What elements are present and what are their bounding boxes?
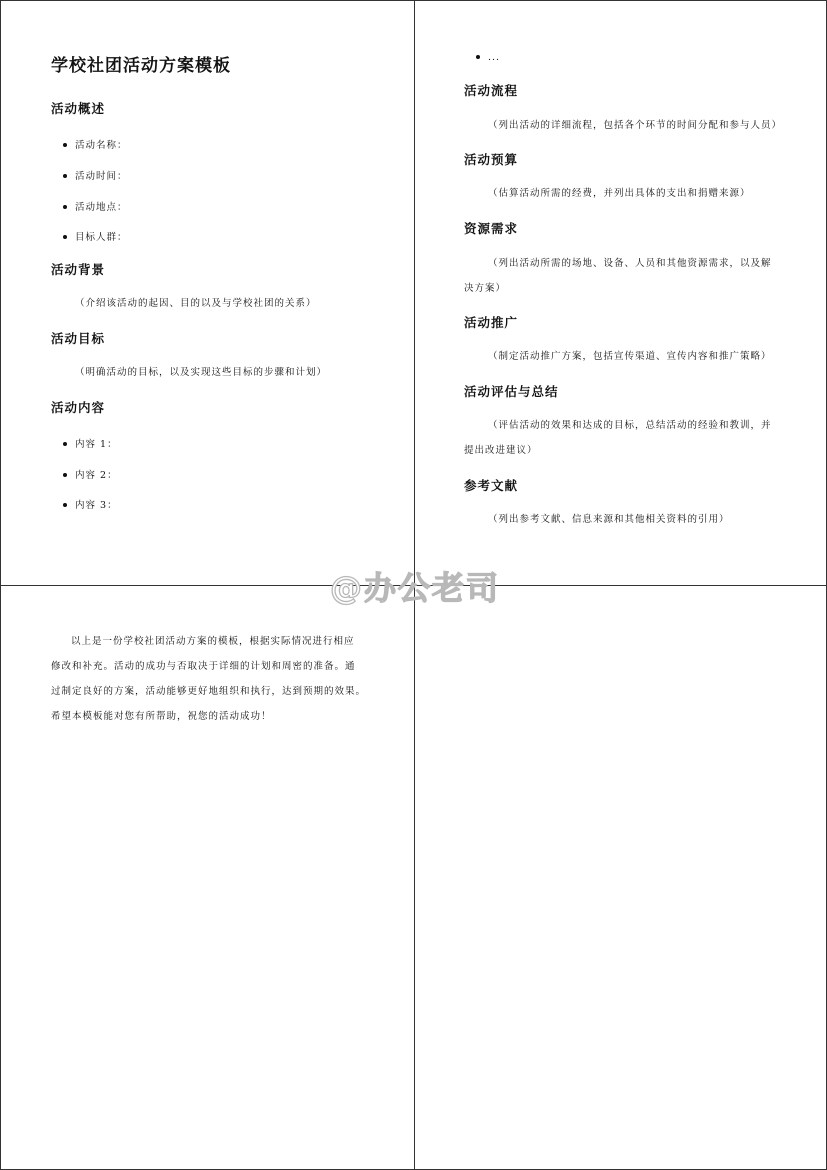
list-item: ...: [476, 52, 500, 63]
closing-line-4: 希望本模板能对您有所帮助，祝您的活动成功！: [51, 711, 272, 722]
goals-text: （明确活动的目标，以及实现这些目标的步骤和计划）: [75, 367, 328, 378]
resources-text-line1: （列出活动所需的场地、设备、人员和其他资源需求，以及解: [488, 258, 772, 269]
document-title: 学校社团活动方案模板: [51, 56, 231, 76]
bullet-dot-icon: [63, 235, 67, 239]
background-text: （介绍该活动的起因、目的以及与学校社团的关系）: [75, 298, 317, 309]
heading-background: 活动背景: [51, 262, 106, 277]
list-item: 活动名称：: [63, 137, 128, 151]
heading-promotion: 活动推广: [464, 315, 519, 330]
closing-line-3: 过制定良好的方案，活动能够更好地组织和执行，达到预期的效果。: [51, 686, 367, 697]
heading-content: 活动内容: [51, 400, 106, 415]
heading-goals: 活动目标: [51, 331, 106, 346]
heading-budget: 活动预算: [464, 152, 519, 167]
list-item: 活动地点：: [63, 199, 128, 213]
evaluation-text-line1: （评估活动的效果和达成的目标，总结活动的经验和教训，并: [488, 420, 772, 431]
bullet-dot-icon: [63, 442, 67, 446]
closing-line-1: 以上是一份学校社团活动方案的模板，根据实际情况进行相应: [71, 636, 355, 647]
heading-references: 参考文献: [464, 478, 519, 493]
bullet-dot-icon: [476, 55, 480, 59]
references-text: （列出参考文献、信息来源和其他相关资料的引用）: [488, 514, 730, 525]
evaluation-text-line2: 提出改进建议）: [464, 445, 538, 456]
process-text: （列出活动的详细流程，包括各个环节的时间分配和参与人员）: [488, 120, 783, 131]
heading-overview: 活动概述: [51, 101, 106, 116]
heading-evaluation: 活动评估与总结: [464, 384, 559, 399]
bullet-dot-icon: [63, 174, 67, 178]
list-item: 目标人群：: [63, 229, 128, 243]
bullet-dot-icon: [63, 503, 67, 507]
list-item: 内容 1：: [63, 436, 118, 450]
heading-resources: 资源需求: [464, 221, 519, 236]
promotion-text: （制定活动推广方案，包括宣传渠道、宣传内容和推广策略）: [488, 351, 772, 362]
watermark: @办公老司: [330, 569, 501, 607]
bullet-dot-icon: [63, 143, 67, 147]
list-item: 内容 2：: [63, 467, 118, 481]
bullet-dot-icon: [63, 205, 67, 209]
bullet-dot-icon: [63, 473, 67, 477]
list-item: 活动时间：: [63, 168, 128, 182]
heading-process: 活动流程: [464, 83, 519, 98]
closing-line-2: 修改和补充。活动的成功与否取决于详细的计划和周密的准备。通: [51, 661, 356, 672]
resources-text-line2: 决方案）: [464, 283, 507, 294]
list-item: 内容 3：: [63, 497, 118, 511]
budget-text: （估算活动所需的经费，并列出具体的支出和捐赠来源）: [488, 188, 751, 199]
